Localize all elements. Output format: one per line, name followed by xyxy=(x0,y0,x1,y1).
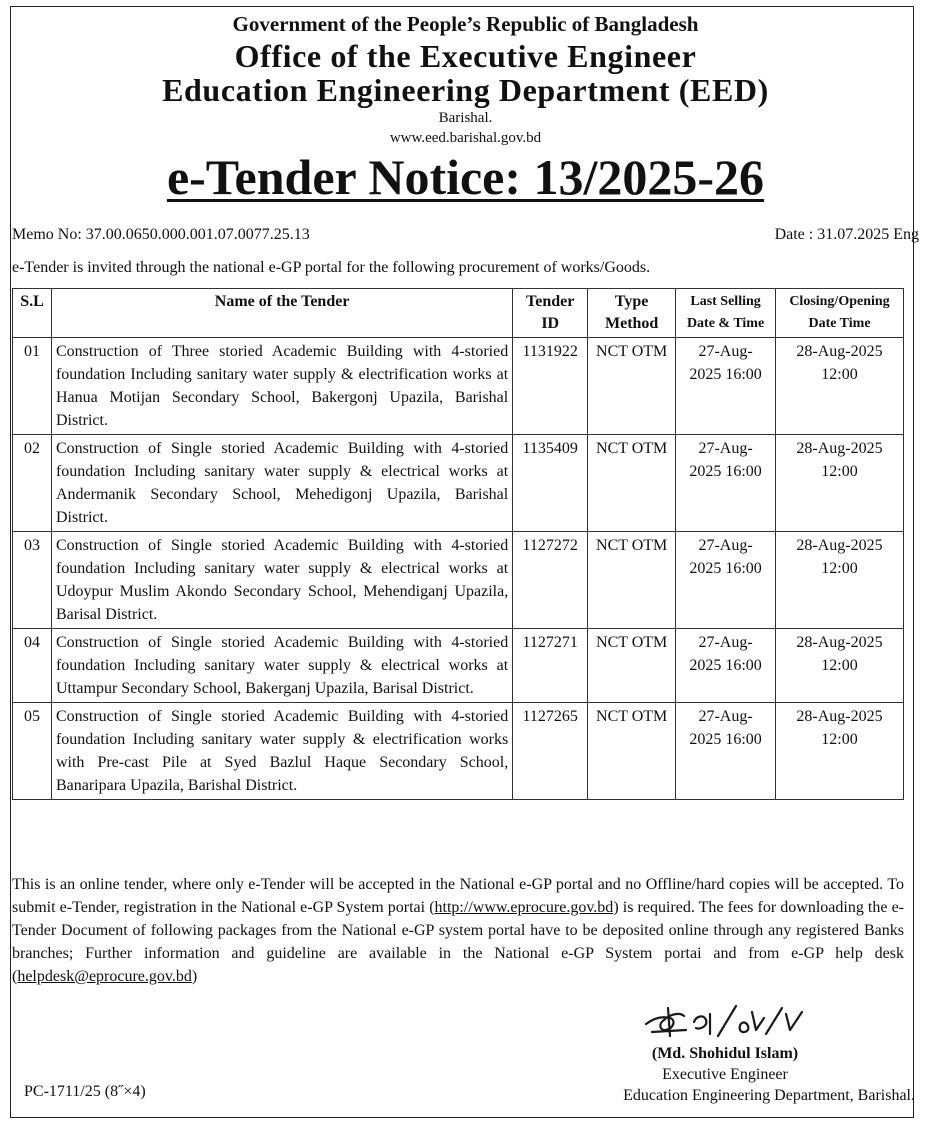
table-header-row xyxy=(13,289,904,338)
row-tender-name: Construction of Single storied Academic Building with 4-storied foundation Including sanitary water supply & electrical works at Andermanik Secondary School, Mehedigonj Upazila, Barishal District. xyxy=(51,435,512,532)
header-closing xyxy=(776,289,904,338)
memo-number: Memo No: 37.00.0650.000.001.07.0077.25.13 xyxy=(12,226,310,243)
city-label: Barishal. xyxy=(438,110,493,126)
row-tender-id: 1127265 xyxy=(513,703,588,800)
row-sl: 05 xyxy=(13,703,52,800)
handwritten-signature xyxy=(640,1000,810,1044)
header-closing-line1: Closing/Opening xyxy=(789,294,890,309)
row-method: NCT OTM xyxy=(588,532,676,629)
helpdesk-link[interactable]: helpdesk@eprocure.gov.bd xyxy=(17,968,192,985)
row-closing xyxy=(776,629,904,703)
row-sl: 01 xyxy=(13,338,52,435)
row-closing-date: 28-Aug-2025 xyxy=(796,537,883,554)
row-tender-id: 1127272 xyxy=(513,532,588,629)
row-selling xyxy=(676,532,776,629)
pc-code: PC-1711/25 (8˝×4) xyxy=(24,1083,146,1100)
row-sl: 03 xyxy=(13,532,52,629)
header-sl: S.L xyxy=(13,289,52,338)
row-sl: 02 xyxy=(13,435,52,532)
table-row xyxy=(13,703,904,800)
notice-date: Date : 31.07.2025 Eng xyxy=(774,226,919,243)
row-selling xyxy=(676,629,776,703)
header-name: Name of the Tender xyxy=(51,289,512,338)
table-row xyxy=(13,338,904,435)
header-selling xyxy=(676,289,776,338)
row-selling-date: 27-Aug- xyxy=(698,708,753,725)
row-tender-name: Construction of Three storied Academic Building with 4-storied foundation Including sanitary water supply & electrification works at Hanua Motijan Secondary School, Bakergonj Upazila, Barishal District. xyxy=(51,338,512,435)
row-selling-time: 2025 16:00 xyxy=(689,560,762,577)
footer-text-2: ) is required. The fees for downloading the e-Tender Document of following packages from the National e-GP system portal have to be deposited online through any registered Banks branches; Further information and guideline are available in the National e-GP System portai and from e-GP help desk ( xyxy=(12,899,905,985)
row-closing xyxy=(776,532,904,629)
footer-text-3: ) xyxy=(191,968,198,985)
row-closing xyxy=(776,703,904,800)
row-selling xyxy=(676,338,776,435)
footer-paragraph xyxy=(12,873,904,988)
row-closing-time: 12:00 xyxy=(821,560,858,577)
row-selling-date: 27-Aug- xyxy=(698,343,753,360)
row-closing-date: 28-Aug-2025 xyxy=(796,440,883,457)
row-selling-time: 2025 16:00 xyxy=(689,657,762,674)
row-tender-name: Construction of Single storied Academic Building with 4-storied foundation Including sanitary water supply & electrical works at Uttampur Secondary School, Bakerganj Upazila, Barisal District. xyxy=(51,629,512,703)
header-selling-line1: Last Selling xyxy=(690,294,761,309)
row-method: NCT OTM xyxy=(588,435,676,532)
header-type xyxy=(588,289,676,338)
row-selling-date: 27-Aug- xyxy=(698,440,753,457)
notice-title: e-Tender Notice: 13/2025-26 xyxy=(166,149,765,205)
row-selling xyxy=(676,435,776,532)
row-closing xyxy=(776,435,904,532)
row-closing-time: 12:00 xyxy=(821,731,858,748)
row-closing-date: 28-Aug-2025 xyxy=(796,634,883,651)
header-type-line1: Type xyxy=(614,293,649,310)
government-heading: Government of the People’s Republic of Bangladesh xyxy=(232,12,699,36)
header-tender-id xyxy=(513,289,588,338)
row-selling-time: 2025 16:00 xyxy=(689,366,762,383)
row-tender-id: 1127271 xyxy=(513,629,588,703)
row-closing-time: 12:00 xyxy=(821,463,858,480)
header-tender-id-line1: Tender xyxy=(526,293,575,310)
department-heading: Education Engineering Department (EED) xyxy=(162,72,769,108)
header-closing-line2: Date Time xyxy=(808,316,871,331)
table-row xyxy=(13,629,904,703)
row-tender-id: 1135409 xyxy=(513,435,588,532)
intro-text: e-Tender is invited through the national e-GP portal for the following procurement of works/Goods. xyxy=(12,259,651,276)
header-tender-id-line2: ID xyxy=(541,315,560,332)
eprocure-link[interactable]: http://www.eprocure.gov.bd xyxy=(434,899,614,916)
row-selling-date: 27-Aug- xyxy=(698,634,753,651)
table-row xyxy=(13,532,904,629)
row-selling-time: 2025 16:00 xyxy=(689,731,762,748)
table-row xyxy=(13,435,904,532)
row-tender-name: Construction of Single storied Academic Building with 4-storied foundation Including sanitary water supply & electrical works at Udoypur Muslim Akondo Secondary School, Mehendiganj Upazila, Barisal District. xyxy=(51,532,512,629)
signatory-designation: Executive Engineer xyxy=(662,1066,788,1083)
row-method: NCT OTM xyxy=(588,338,676,435)
row-selling-date: 27-Aug- xyxy=(698,537,753,554)
row-sl: 04 xyxy=(13,629,52,703)
footer-text-1: This is an online tender, where only e-Tender will be accepted in the National e-GP portal and no Offline/hard copies will be accepted. To submit e-Tender, registration in the National e-GP System portai ( xyxy=(12,876,904,916)
row-tender-id: 1131922 xyxy=(513,338,588,435)
row-closing-date: 28-Aug-2025 xyxy=(796,708,883,725)
row-method: NCT OTM xyxy=(588,629,676,703)
row-selling xyxy=(676,703,776,800)
header-type-line2: Method xyxy=(604,315,659,332)
row-closing-time: 12:00 xyxy=(821,366,858,383)
signatory-name: (Md. Shohidul Islam) xyxy=(651,1045,799,1062)
row-closing xyxy=(776,338,904,435)
website-label: www.eed.barishal.gov.bd xyxy=(389,130,542,146)
office-heading: Office of the Executive Engineer xyxy=(234,38,697,74)
row-method: NCT OTM xyxy=(588,703,676,800)
header-selling-line2: Date & Time xyxy=(686,316,765,331)
row-closing-time: 12:00 xyxy=(821,657,858,674)
row-selling-time: 2025 16:00 xyxy=(689,463,762,480)
tender-table xyxy=(12,288,904,800)
row-tender-name: Construction of Single storied Academic Building with 4-storied foundation Including sanitary water supply & electrification works with Pre-cast Pile at Syed Bazlul Haque Secondary School, Banaripara Upazila, Barishal District. xyxy=(51,703,512,800)
row-closing-date: 28-Aug-2025 xyxy=(796,343,883,360)
signatory-department: Education Engineering Department, Barishal. xyxy=(623,1087,915,1104)
